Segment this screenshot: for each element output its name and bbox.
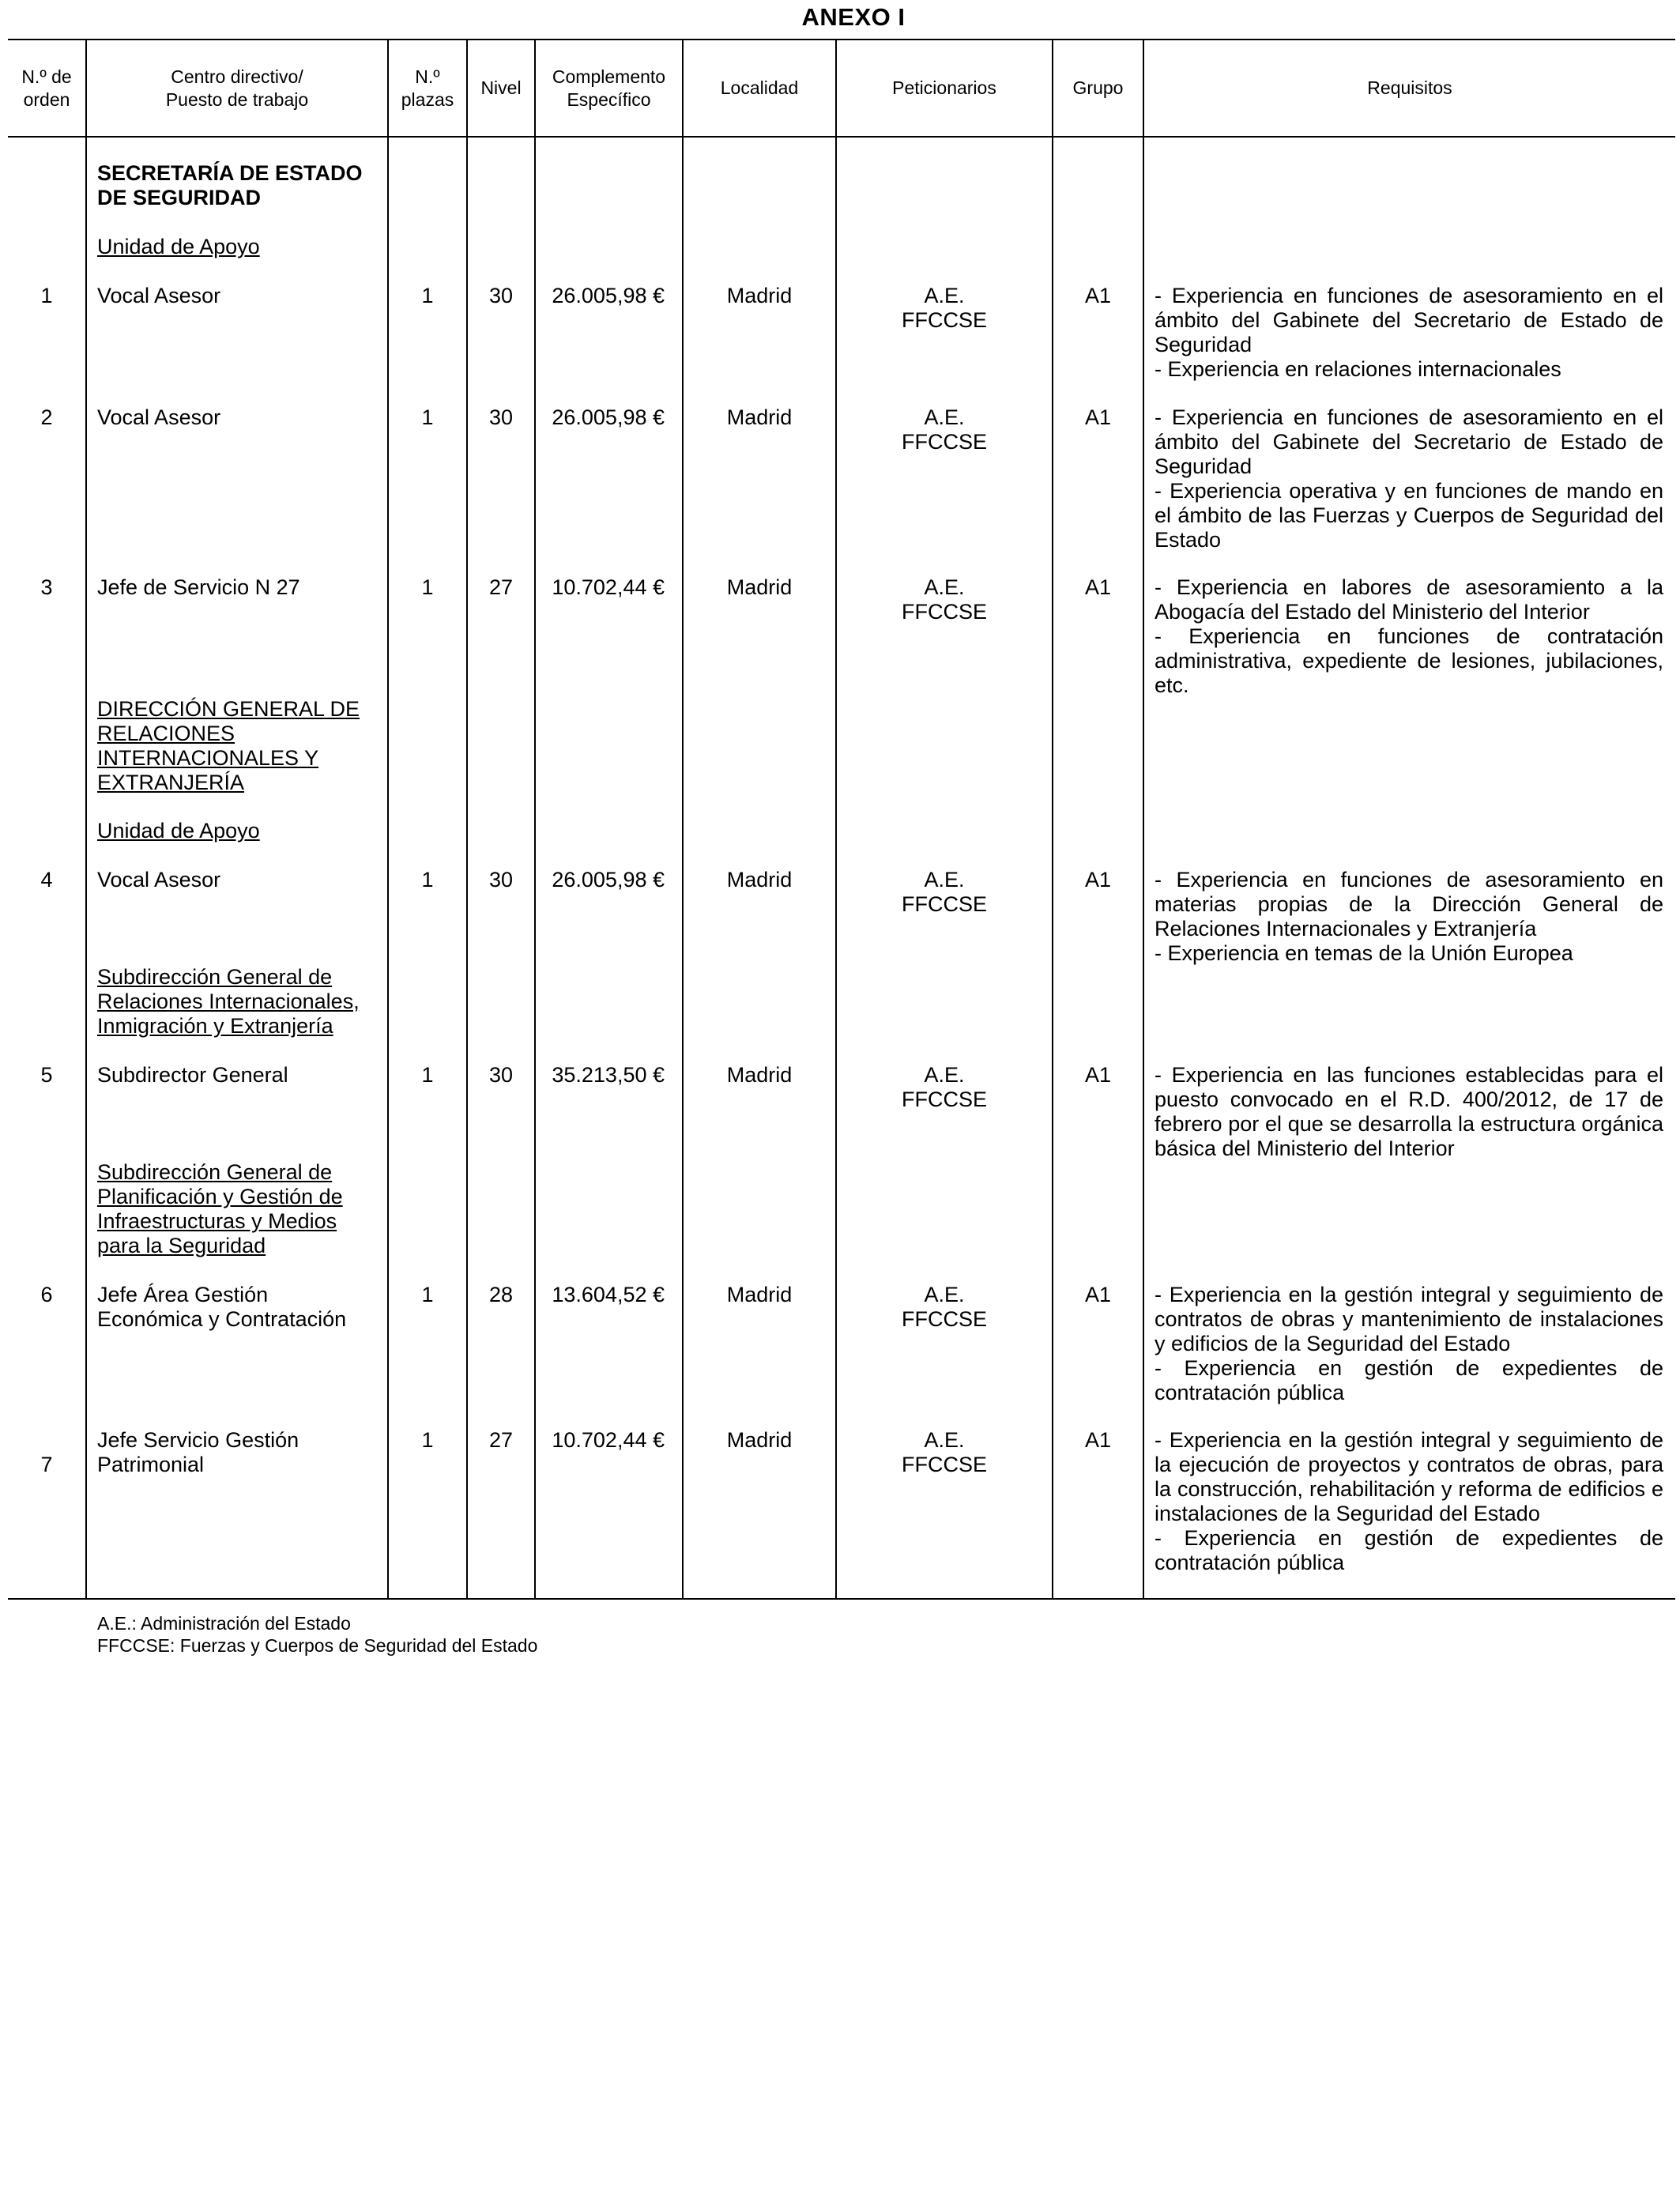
column-divider <box>85 39 87 1599</box>
row-requisitos <box>1155 868 1663 966</box>
requisito-item: - Experiencia en funciones de asesoramiento en el ámbito del Gabinete del Secretario de Estado de Seguridad <box>1155 405 1663 478</box>
header-centro <box>87 40 387 136</box>
column-divider <box>682 39 684 1599</box>
row-puesto: Vocal Asesor <box>97 284 221 307</box>
row-requisitos <box>1155 1428 1663 1575</box>
row-localidad: Madrid <box>726 405 793 429</box>
row-puesto: Jefe de Servicio N 27 <box>97 575 300 599</box>
row-localidad: Madrid <box>726 284 793 307</box>
requisito-item: - Experiencia en relaciones internacionales <box>1155 357 1561 381</box>
unit-heading: Unidad de Apoyo <box>97 235 260 258</box>
row-requisitos <box>1155 575 1663 698</box>
row-peticionarios <box>837 575 1052 624</box>
row-peticionarios-line1: A.E. <box>924 868 965 892</box>
requisito-item: - Experiencia en gestión de expedientes de contratación pública <box>1155 1526 1663 1574</box>
unit-heading: Unidad de Apoyo <box>97 819 260 843</box>
requisito-item: - Experiencia en las funciones establecidas para el puesto convocado en el R.D. 400/2012, de 17 de febrero por el que se desarrolla la estructura orgánica básica del Ministerio del Interior <box>1155 1063 1663 1160</box>
header-complemento <box>536 40 682 136</box>
row-peticionarios <box>837 1283 1052 1332</box>
row-peticionarios-line1: A.E. <box>924 1283 965 1306</box>
row-complemento: 35.213,50 € <box>552 1063 665 1087</box>
header-complemento-line1: Complemento <box>552 66 666 87</box>
row-puesto: Vocal Asesor <box>97 405 221 429</box>
row-complemento: 26.005,98 € <box>552 405 665 429</box>
header-nivel-label: Nivel <box>480 77 522 98</box>
column-divider <box>466 39 468 1599</box>
requisito-item: - Experiencia en gestión de expedientes de contratación pública <box>1155 1356 1663 1404</box>
row-requisitos <box>1155 405 1663 552</box>
row-orden: 4 <box>40 868 53 892</box>
footnote-ffccse: FFCCSE: Fuerzas y Cuerpos de Seguridad del Estado <box>97 1635 538 1656</box>
header-localidad <box>684 40 835 136</box>
row-complemento: 26.005,98 € <box>552 868 665 892</box>
row-grupo: A1 <box>1084 1063 1112 1087</box>
row-orden: 5 <box>40 1063 53 1087</box>
row-localidad: Madrid <box>726 1283 793 1306</box>
header-bottom-rule <box>8 136 1675 138</box>
page-title: ANEXO I <box>801 3 906 31</box>
row-localidad: Madrid <box>726 575 793 599</box>
subsection-heading: Subdirección General de Planificación y Gestión de Infraestructuras y Medios para la Seguridad <box>97 1160 343 1257</box>
column-divider <box>534 39 536 1599</box>
row-peticionarios-line2: FFCCSE <box>902 600 987 624</box>
header-requisitos-label: Requisitos <box>1367 77 1452 98</box>
row-orden: 6 <box>40 1283 53 1306</box>
row-grupo: A1 <box>1084 868 1112 892</box>
row-peticionarios <box>837 405 1052 454</box>
row-plazas: 1 <box>421 1283 434 1306</box>
row-peticionarios-line2: FFCCSE <box>902 430 987 454</box>
row-peticionarios <box>837 284 1052 333</box>
header-nivel <box>468 40 534 136</box>
header-localidad-label: Localidad <box>720 77 799 98</box>
row-orden: 3 <box>40 575 53 599</box>
row-peticionarios <box>837 1428 1052 1477</box>
row-requisitos <box>1155 1063 1663 1161</box>
row-peticionarios-line1: A.E. <box>924 1428 965 1452</box>
column-divider <box>1143 39 1144 1599</box>
row-localidad: Madrid <box>726 1428 793 1452</box>
header-centro-line2: Puesto de trabajo <box>165 89 309 110</box>
row-nivel: 30 <box>488 868 514 892</box>
row-requisitos <box>1155 284 1663 382</box>
header-orden-label: N.º de orden <box>21 66 72 110</box>
row-peticionarios-line1: A.E. <box>924 405 965 429</box>
row-plazas: 1 <box>421 575 434 599</box>
requisito-item: - Experiencia en funciones de asesoramiento en el ámbito del Gabinete del Secretario de Estado de Seguridad <box>1155 284 1663 356</box>
row-plazas: 1 <box>421 405 434 429</box>
footnote-ae: A.E.: Administración del Estado <box>97 1613 351 1634</box>
requisito-item: - Experiencia en la gestión integral y seguimiento de contratos de obras y mantenimiento de instalaciones y edificios de la Seguridad del Estado <box>1155 1283 1663 1355</box>
table-bottom-rule <box>8 1598 1675 1600</box>
row-peticionarios-line1: A.E. <box>924 1063 965 1087</box>
requisito-item: - Experiencia en funciones de asesoramiento en materias propias de la Dirección General de Relaciones Internacionales y Extranjería <box>1155 868 1663 941</box>
row-nivel: 30 <box>488 405 514 429</box>
header-requisitos <box>1144 40 1675 136</box>
row-plazas: 1 <box>421 1063 434 1087</box>
row-peticionarios-line2: FFCCSE <box>902 1453 987 1476</box>
row-nivel: 28 <box>488 1283 514 1306</box>
requisito-item: - Experiencia en la gestión integral y seguimiento de la ejecución de proyectos y contratos de obras, para la construcción, rehabilitación y reforma de edificios e instalaciones de la Seguridad del Estado <box>1155 1428 1663 1525</box>
header-peticionarios-label: Peticionarios <box>892 77 996 98</box>
row-requisitos <box>1155 1283 1663 1405</box>
row-plazas: 1 <box>421 868 434 892</box>
row-puesto: Jefe Área Gestión Económica y Contratación <box>97 1283 347 1331</box>
requisito-item: - Experiencia en funciones de contratación administrativa, expediente de lesiones, jubilaciones, etc. <box>1155 624 1663 697</box>
row-peticionarios-line2: FFCCSE <box>902 1307 987 1331</box>
row-grupo: A1 <box>1084 405 1112 429</box>
header-grupo-label: Grupo <box>1072 77 1124 98</box>
row-grupo: A1 <box>1084 575 1112 599</box>
row-orden: 7 <box>40 1453 53 1476</box>
column-divider <box>835 39 837 1599</box>
row-complemento: 26.005,98 € <box>552 284 665 307</box>
requisito-item: - Experiencia en temas de la Unión Europea <box>1155 941 1573 965</box>
header-complemento-line2: Específico <box>567 89 651 110</box>
row-nivel: 30 <box>488 1063 514 1087</box>
section-heading: SECRETARÍA DE ESTADO DE SEGURIDAD <box>97 161 363 209</box>
header-centro-line1: Centro directivo/ <box>171 66 303 87</box>
row-peticionarios <box>837 1063 1052 1112</box>
row-peticionarios <box>837 868 1052 917</box>
row-peticionarios-line1: A.E. <box>924 575 965 599</box>
header-grupo <box>1053 40 1143 136</box>
row-orden: 2 <box>40 405 53 429</box>
column-divider <box>387 39 389 1599</box>
header-peticionarios <box>837 40 1052 136</box>
row-localidad: Madrid <box>726 868 793 892</box>
row-peticionarios-line1: A.E. <box>924 284 965 307</box>
requisito-item: - Experiencia operativa y en funciones de mando en el ámbito de las Fuerzas y Cuerpos de Seguridad del Estado <box>1155 479 1663 552</box>
row-peticionarios-line2: FFCCSE <box>902 1088 987 1111</box>
row-puesto: Jefe Servicio Gestión Patrimonial <box>97 1428 299 1476</box>
row-nivel: 27 <box>488 1428 514 1452</box>
row-complemento: 10.702,44 € <box>552 1428 665 1452</box>
row-puesto: Vocal Asesor <box>97 868 221 892</box>
requisito-item: - Experiencia en labores de asesoramiento a la Abogacía del Estado del Ministerio del Interior <box>1155 575 1663 624</box>
row-orden: 1 <box>40 284 53 307</box>
row-grupo: A1 <box>1084 1428 1112 1452</box>
subsection-heading: Subdirección General de Relaciones Internacionales, Inmigración y Extranjería <box>97 965 360 1038</box>
row-complemento: 13.604,52 € <box>552 1283 665 1306</box>
row-grupo: A1 <box>1084 1283 1112 1306</box>
row-plazas: 1 <box>421 284 434 307</box>
header-plazas <box>389 40 466 136</box>
row-grupo: A1 <box>1084 284 1112 307</box>
row-peticionarios-line2: FFCCSE <box>902 308 987 332</box>
section-heading: DIRECCIÓN GENERAL DE RELACIONES INTERNACIONALES Y EXTRANJERÍA <box>97 697 360 794</box>
row-plazas: 1 <box>421 1428 434 1452</box>
row-complemento: 10.702,44 € <box>552 575 665 599</box>
row-nivel: 27 <box>488 575 514 599</box>
row-puesto: Subdirector General <box>97 1063 288 1087</box>
row-peticionarios-line2: FFCCSE <box>902 892 987 916</box>
header-plazas-label: N.º plazas <box>401 66 454 110</box>
column-divider <box>1052 39 1053 1599</box>
row-localidad: Madrid <box>726 1063 793 1087</box>
row-nivel: 30 <box>488 284 514 307</box>
header-orden <box>8 40 85 136</box>
